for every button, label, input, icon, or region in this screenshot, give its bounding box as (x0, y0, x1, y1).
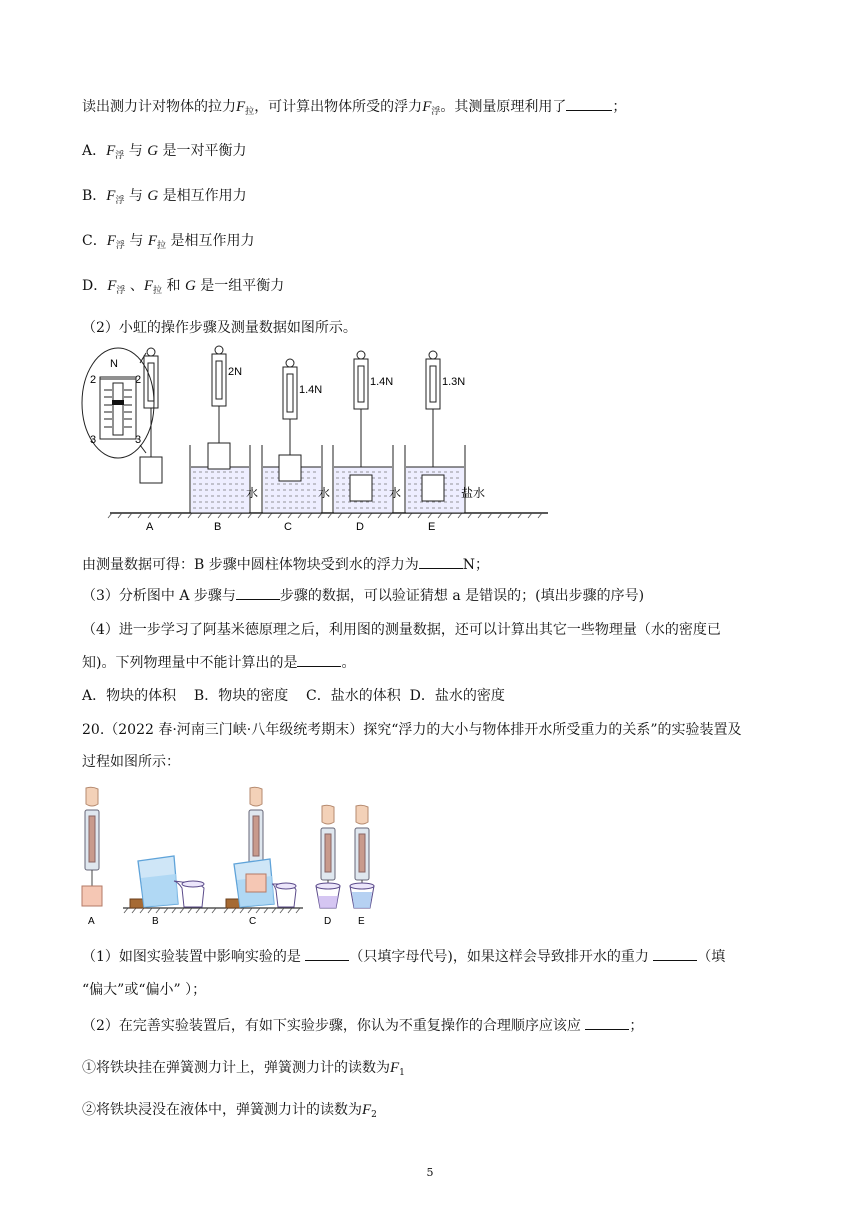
q4-line2: 知)。下列物理量中不能计算出的是 。 (82, 652, 355, 673)
option-c: C．$F_浮$ 与 $F_拉$ 是相互作用力 (82, 233, 255, 251)
liquid-label-d: 水 (389, 486, 402, 500)
svg-text:2: 2 (135, 374, 142, 386)
svg-text:2: 2 (90, 374, 97, 386)
answer-blank[interactable] (585, 1015, 629, 1030)
step-b-apparatus (130, 856, 204, 908)
step-c-setup (262, 359, 330, 513)
reading-e: 1.3N (442, 376, 466, 388)
step-1: ①将铁块挂在弹簧测力计上，弹簧测力计的读数为$F_1$ (82, 1060, 405, 1078)
reading-d: 1.4N (370, 376, 394, 388)
step-e-setup (405, 351, 485, 513)
q2-title: （2）小虹的操作步骤及测量数据如图所示。 (82, 320, 357, 336)
q4-line1: （4）进一步学习了阿基米德原理之后，利用图的测量数据，还可以计算出其它一些物理量（水的密度已 (82, 622, 721, 638)
q20-line2: 过程如图所示： (82, 754, 180, 770)
scale-pointer (112, 400, 124, 405)
label-b: B (214, 521, 222, 533)
q20-1-line2: “偏大”或“偏小” ）； (82, 982, 207, 998)
answer-blank[interactable] (305, 946, 349, 961)
option-d: D．$F_浮$ 、$F_拉$ 和 G 是一组平衡力 (82, 278, 285, 296)
answer-blank[interactable] (419, 554, 463, 569)
label-e: E (428, 521, 436, 533)
figure-buoyancy-steps (80, 345, 550, 535)
step-a-apparatus (82, 787, 102, 906)
label-b: B (152, 916, 159, 927)
label-a: A (146, 521, 154, 533)
q20-2-line: （2）在完善实验装置后，有如下实验步骤，你认为不重复操作的合理顺序应该应 ； (82, 1015, 643, 1036)
scale-unit: N (110, 358, 118, 370)
step-2: ②将铁块浸没在液体中，弹簧测力计的读数为$F_2$ (82, 1102, 377, 1120)
label-e: E (358, 916, 365, 927)
answer-blank[interactable] (236, 585, 280, 600)
page-number: 5 (426, 1166, 434, 1179)
step-d-apparatus (316, 805, 340, 908)
answer-blank[interactable] (297, 652, 341, 667)
label-d: D (324, 916, 332, 927)
step-a-setup (140, 348, 162, 483)
q4-options: A．物块的体积 B．物块的密度 C．盐水的体积 D．盐水的密度 (82, 688, 505, 704)
step-c-apparatus (226, 787, 296, 908)
label-d: D (356, 521, 364, 533)
liquid-label-e: 盐水 (461, 486, 486, 500)
q20-1-line1: （1）如图实验装置中影响实验的是 （只填字母代号)，如果这样会导致排开水的重力 （填 (82, 946, 725, 967)
svg-text:3: 3 (135, 434, 142, 446)
q2-result: 由测量数据可得：B 步骤中圆柱体物块受到水的浮力为 N； (82, 554, 489, 575)
answer-blank[interactable] (566, 96, 612, 111)
intro-line: 读出测力计对物体的拉力$F_拉$，可计算出物体所受的浮力$F_浮$。其测量原理利用了 ； (82, 96, 626, 122)
svg-text:3: 3 (90, 434, 97, 446)
liquid-label-b: 水 (246, 486, 259, 500)
step-d-setup (333, 351, 401, 513)
step-e-apparatus (350, 805, 374, 908)
answer-blank[interactable] (653, 946, 697, 961)
reading-b: 2N (228, 366, 243, 378)
q20-line1: 20.（2022 春·河南三门峡·八年级统考期末）探究“浮力的大小与物体排开水所受重力的关系”的实验装置及 (82, 722, 742, 738)
label-c: C (249, 916, 257, 927)
reading-c: 1.4N (299, 384, 323, 396)
liquid-label-c: 水 (318, 486, 331, 500)
option-b: B．$F_浮$ 与 G 是相互作用力 (82, 188, 247, 206)
label-c: C (284, 521, 292, 533)
q3-line: （3）分析图中 A 步骤与 步骤的数据，可以验证猜想 a 是错误的；(填出步骤的序号) (82, 585, 644, 606)
label-a: A (88, 916, 95, 927)
figure-archimedes-experiment (78, 786, 383, 928)
option-a: A．$F_浮$ 与 G 是一对平衡力 (82, 143, 247, 161)
step-b-setup (190, 346, 258, 513)
